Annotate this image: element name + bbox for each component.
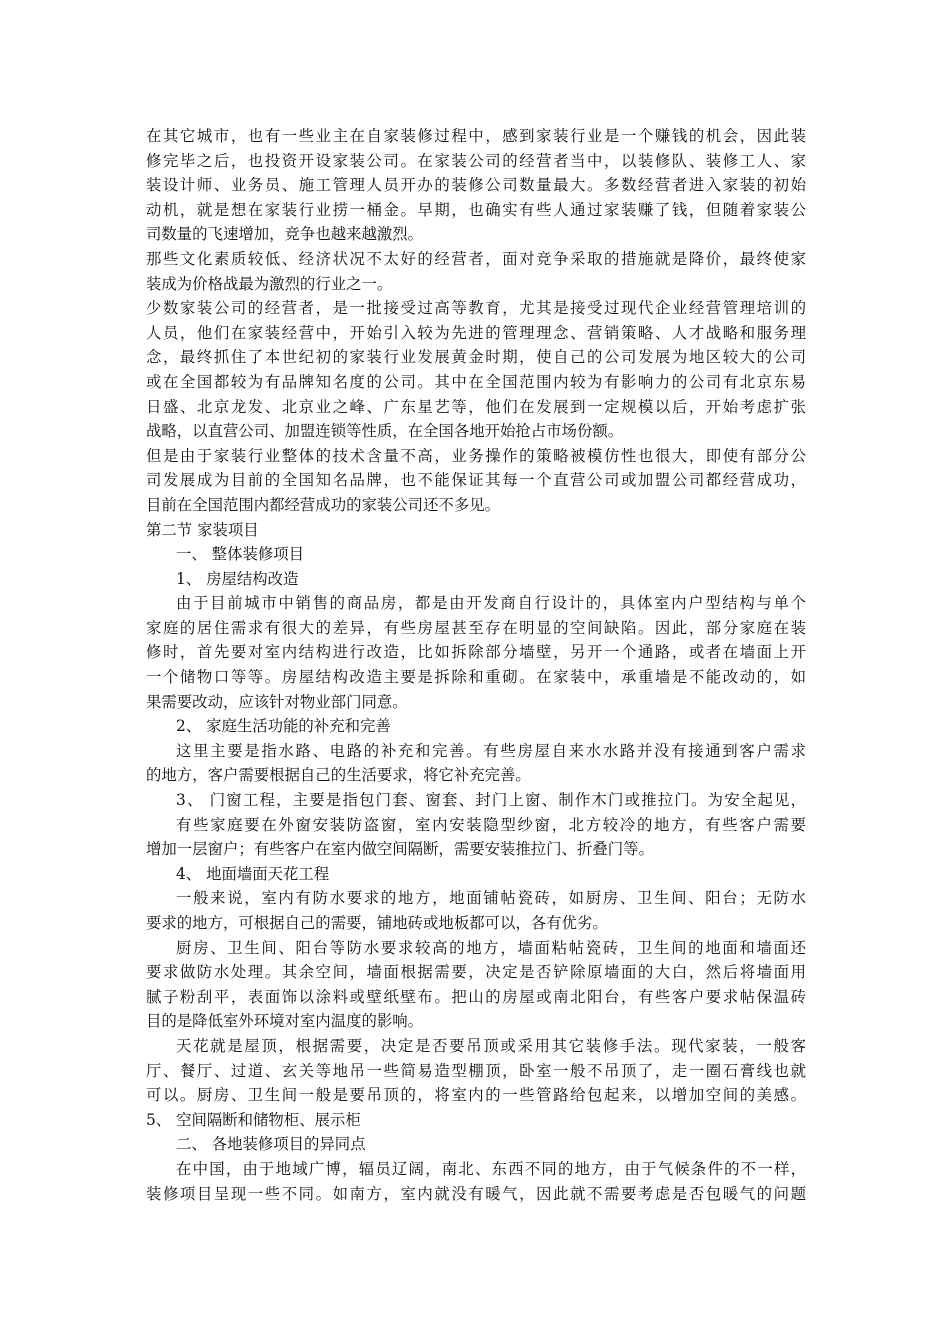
text-line: 厅、餐厅、过道、玄关等地吊一些简易造型棚顶，卧室一般不吊顶了，走一圈石膏线也就 <box>146 1061 806 1080</box>
document-page <box>146 124 806 1206</box>
text-line: 要求做防水处理。其余空间，墙面根据需要，决定是否铲除原墙面的大白，然后将墙面用 <box>146 963 806 982</box>
text-line: 的地方，客户需要根据自己的生活要求，将它补充完善。 <box>146 766 531 785</box>
text-line: 司数量的飞速增加，竞争也越来越激烈。 <box>146 225 424 244</box>
text-line: 2、 家庭生活功能的补充和完善 <box>176 717 391 736</box>
text-line: 战略，以直营公司、加盟连锁等性质，在全国各地开始抢占市场份额。 <box>146 422 624 441</box>
text-line: 修完毕之后，也投资开设家装公司。在家装公司的经营者当中，以装修队、装修工人、家 <box>146 151 806 170</box>
text-line: 在中国，由于地域广博，辐员辽阔，南北、东西不同的地方，由于气候条件的不一样， <box>176 1159 806 1178</box>
text-line: 动机，就是想在家装行业捞一桶金。早期，也确实有些人通过家装赚了钱，但随着家装公 <box>146 200 806 219</box>
text-line: 增加一层窗户；有些客户在室内做空间隔断，需要安装推拉门、折叠门等。 <box>146 840 654 859</box>
text-line: 在其它城市，也有一些业主在自家装修过程中，感到家装行业是一个赚钱的机会，因此装 <box>146 127 806 145</box>
text-line: 一般来说，室内有防水要求的地方，地面铺帖瓷砖，如厨房、卫生间、阳台；无防水 <box>176 889 806 908</box>
text-line: 可以。厨房、卫生间一般是要吊顶的，将室内的一些管路给包起来，以增加空间的美感。 <box>146 1086 806 1105</box>
text-line: 或在全国都较为有品牌知名度的公司。其中在全国范围内较为有影响力的公司有北京东易 <box>146 372 806 391</box>
text-line: 人员，他们在家装经营中，开始引入较为先进的管理理念、营销策略、人才战略和服务理 <box>146 323 806 342</box>
text-line: 装修项目呈现一些不同。如南方，室内就没有暖气，因此就不需要考虑是否包暖气的问题 <box>146 1184 806 1203</box>
text-line: 装设计师、业务员、施工管理人员开办的装修公司数量最大。多数经营者进入家装的初始 <box>146 176 806 195</box>
text-line: 要求的地方，可根据自己的需要，铺地砖或地板都可以，各有优劣。 <box>146 914 608 932</box>
text-line: 1、 房屋结构改造 <box>176 569 299 588</box>
text-line: 厨房、卫生间、阳台等防水要求较高的地方，墙面粘帖瓷砖，卫生间的地面和墙面还 <box>176 938 806 957</box>
text-line: 目的是降低室外环境对室内温度的影响。 <box>146 1012 424 1031</box>
text-line: 少数家装公司的经营者，是一批接受过高等教育，尤其是接受过现代企业经营管理培训的 <box>146 299 806 318</box>
text-line: 念，最终抓住了本世纪初的家装行业发展黄金时期，使自己的公司发展为地区较大的公司 <box>146 348 806 367</box>
text-line: 4、 地面墙面天花工程 <box>176 864 330 883</box>
text-line: 天花就是屋顶，根据需要，决定是否要吊顶或采用其它装修手法。现代家装，一般客 <box>176 1036 806 1055</box>
text-line: 3、 门窗工程，主要是指包门套、窗套、封门上窗、制作木门或推拉门。为安全起见， <box>176 791 806 810</box>
text-line: 腻子粉刮平，表面饰以涂料或壁纸壁布。把山的房屋或南北阳台，有些客户要求帖保温砖 <box>146 987 806 1006</box>
text-line: 这里主要是指水路、电路的补充和完善。有些房屋自来水水路并没有接通到客户需求 <box>176 741 806 760</box>
text-line: 日盛、北京龙发、北京业之峰、广东星艺等，他们在发展到一定规模以后，开始考虑扩张 <box>146 397 806 416</box>
text-line: 一个储物口等等。房屋结构改造主要是拆除和重砌。在家装中，承重墙是不能改动的，如 <box>146 668 806 687</box>
text-line: 修时，首先要对室内结构进行改造，比如拆除部分墙壁，另开一个通路，或者在墙面上开 <box>146 643 806 662</box>
text-line: 第二节 家装项目 <box>146 520 259 539</box>
text-line: 二、 各地装修项目的异同点 <box>176 1135 366 1154</box>
text-line: 但是由于家装行业整体的技术含量不高，业务操作的策略被模仿性也很大，即使有部分公 <box>146 446 806 465</box>
text-line: 家庭的居住需求有很大的差异，有些房屋甚至存在明显的空间缺陷。因此，部分家庭在装 <box>146 618 806 637</box>
text-line: 目前在全国范围内都经营成功的家装公司还不多见。 <box>146 495 500 514</box>
text-line: 由于目前城市中销售的商品房，都是由开发商自行设计的，具体室内户型结构与单个 <box>176 594 806 613</box>
text-line: 果需要改动，应该针对物业部门同意。 <box>146 692 408 711</box>
text-line: 司发展成为目前的全国知名品牌，也不能保证其每一个直营公司或加盟公司都经营成功， <box>146 471 806 490</box>
text-line: 装成为价格战最为激烈的行业之一。 <box>146 274 393 293</box>
text-line: 5、 空间隔断和储物柜、展示柜 <box>146 1110 361 1129</box>
text-line: 有些家庭要在外窗安装防盗窗，室内安装隐型纱窗，北方较冷的地方，有些客户需要 <box>176 815 806 834</box>
text-line: 一、 整体装修项目 <box>176 545 305 564</box>
text-line: 那些文化素质较低、经济状况不太好的经营者，面对竞争采取的措施就是降价，最终使家 <box>146 249 806 268</box>
